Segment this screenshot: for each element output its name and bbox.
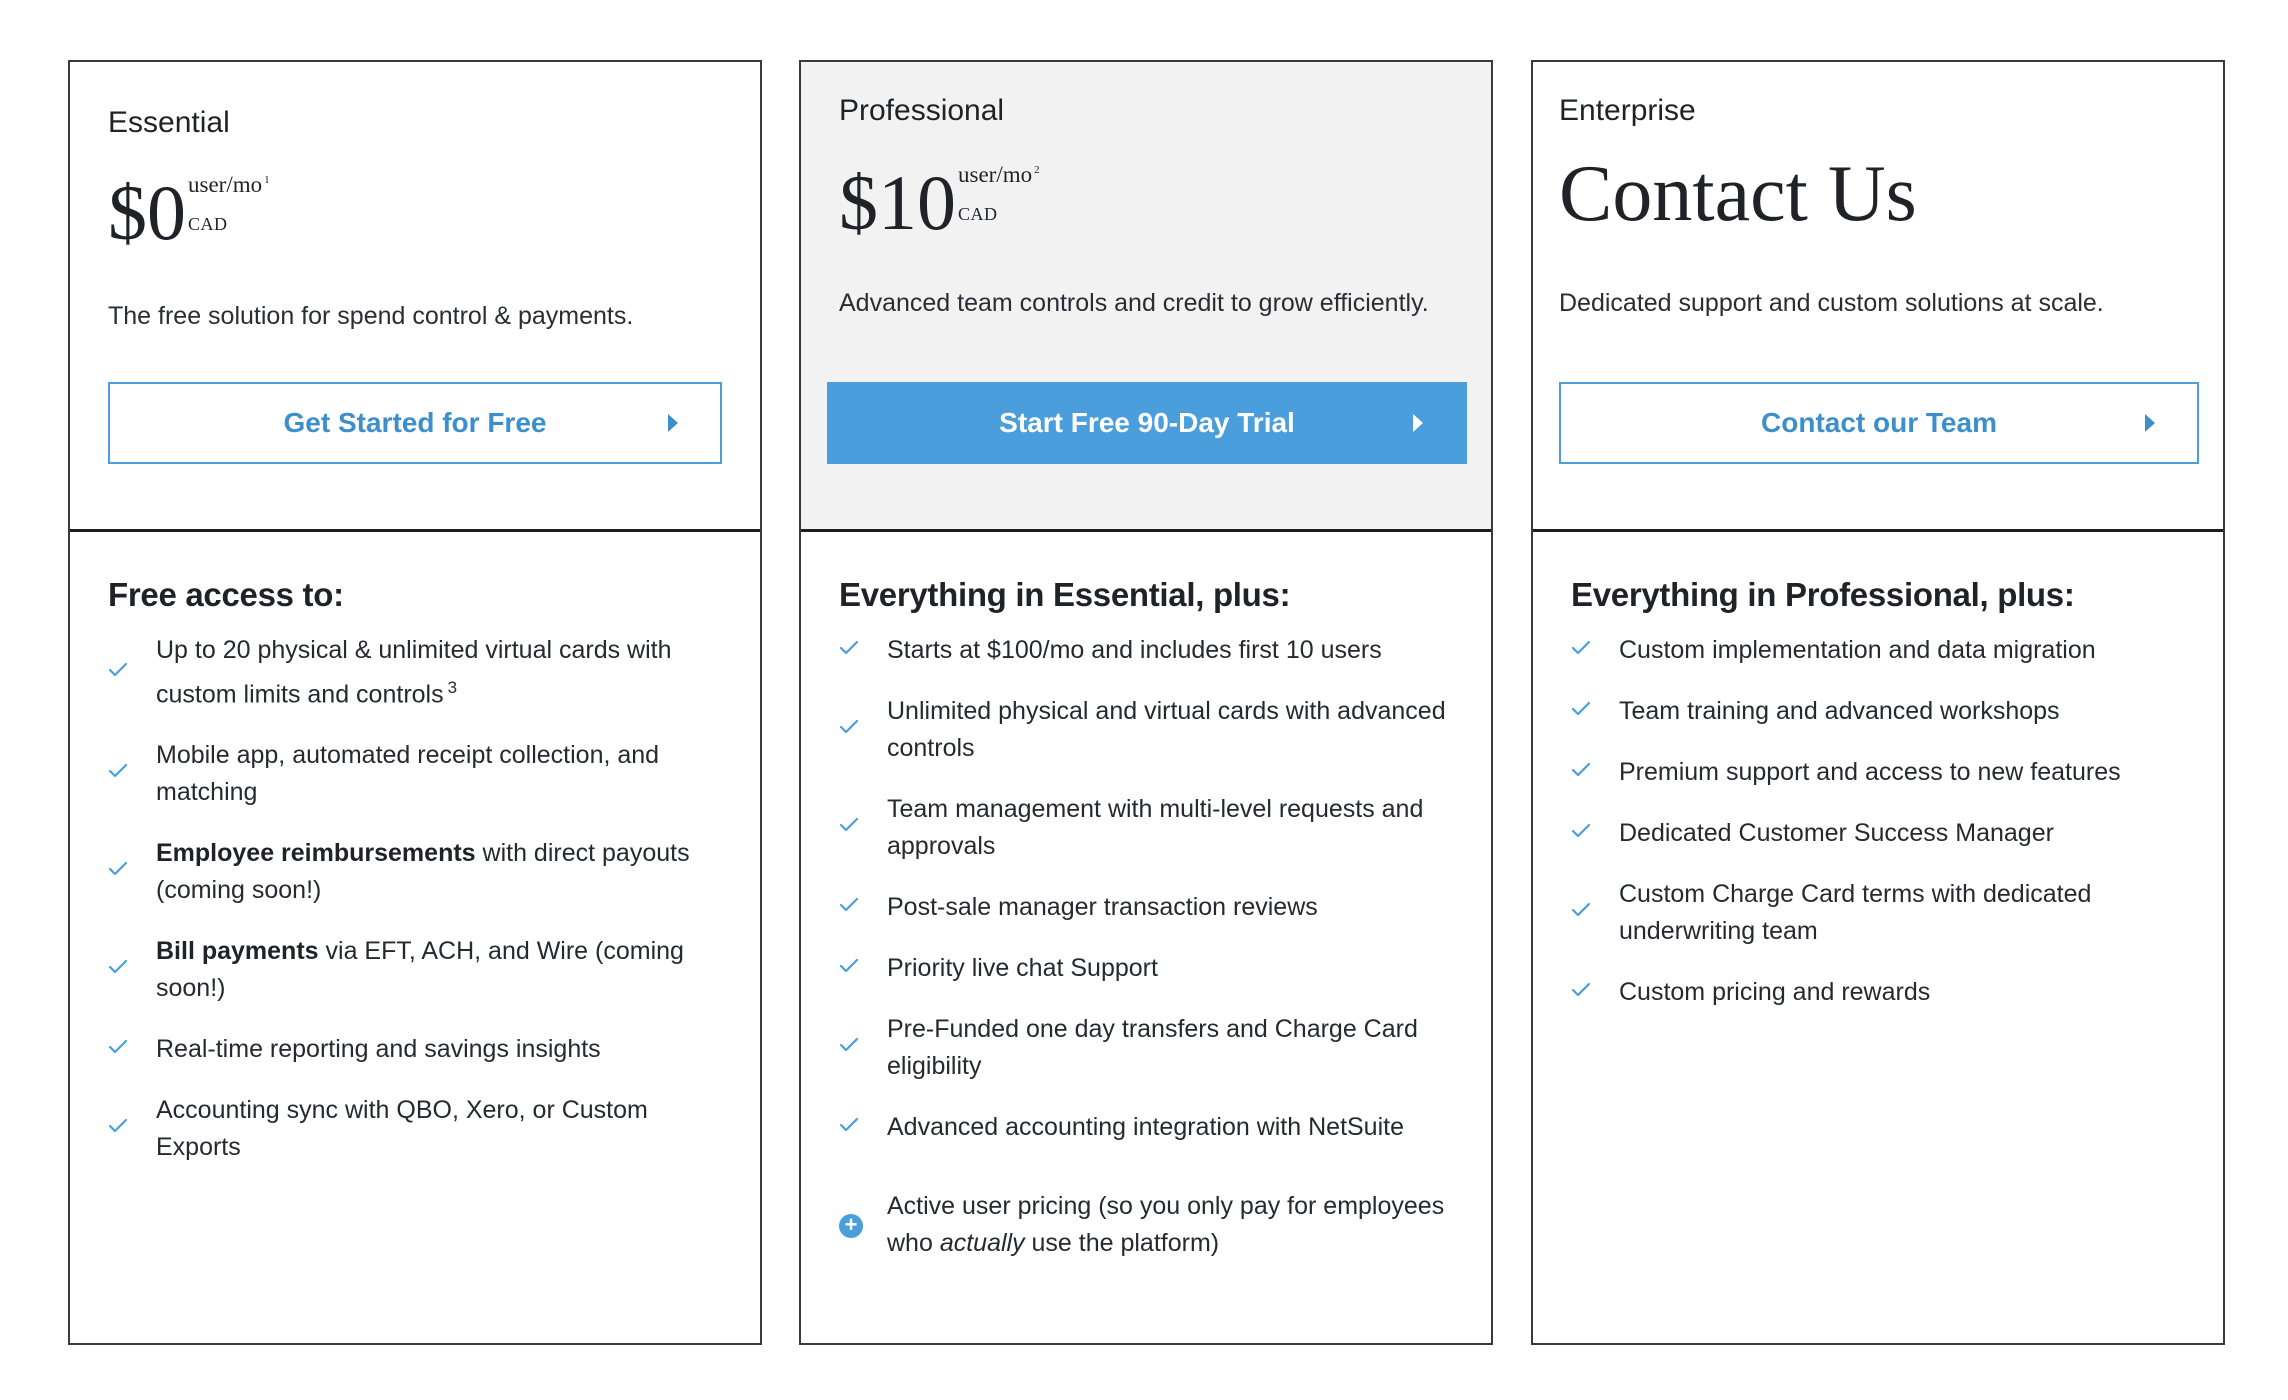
feature-text: Team management with multi-level requests and approvals (887, 795, 1424, 860)
feature-item (839, 791, 1453, 865)
feature-item (108, 1092, 722, 1166)
check-icon (839, 1113, 887, 1143)
feature-item (1571, 754, 2185, 791)
check-icon (1571, 697, 1619, 727)
price-unit: user/mo $^1$ (188, 172, 270, 197)
price-amount: $0 (108, 169, 186, 256)
plus-circle-icon: + (839, 1210, 887, 1240)
check-icon (1571, 978, 1619, 1008)
plan-features-essential (70, 532, 760, 1166)
check-icon (108, 759, 156, 789)
plan-header-enterprise (1533, 62, 2223, 532)
feature-text: Bill payments via EFT, ACH, and Wire (coming soon!) (156, 937, 684, 1003)
check-icon (108, 658, 156, 688)
feature-text: Custom implementation and data migration (1619, 636, 2096, 664)
check-icon (1571, 636, 1619, 666)
feature-item (1571, 815, 2185, 852)
plan-price (839, 150, 1040, 246)
cta-label: Start Free 90-Day Trial (999, 407, 1295, 438)
feature-item (839, 632, 1453, 669)
feature-item (839, 1109, 1453, 1146)
feature-item (1571, 693, 2185, 730)
feature-item (108, 632, 722, 713)
price-footnote: 2 (1034, 164, 1040, 177)
plan-name: Essential (108, 106, 230, 139)
feature-text: Accounting sync with QBO, Xero, or Custom Exports (156, 1096, 648, 1162)
feature-list (108, 632, 722, 1166)
check-icon (108, 955, 156, 985)
feature-item (839, 1011, 1453, 1085)
caret-right-icon (2145, 414, 2155, 432)
feature-text: Mobile app, automated receipt collection, and matching (156, 741, 660, 807)
check-icon (108, 1035, 156, 1065)
features-title: Free access to: (108, 576, 344, 613)
cta-label: Contact our Team (1761, 407, 1997, 438)
feature-text: Priority live chat Support (887, 954, 1158, 982)
price-amount: $10 (839, 159, 956, 246)
check-icon (839, 893, 887, 923)
feature-text: Team training and advanced workshops (1619, 697, 2060, 725)
price-units (188, 160, 270, 235)
price-currency: CAD (188, 214, 228, 234)
plan-card-professional (799, 60, 1493, 1345)
price-footnote: 1 (264, 174, 270, 187)
feature-text: Real-time reporting and savings insights (156, 1035, 601, 1064)
check-icon (839, 813, 887, 843)
feature-footnote: 3 (447, 678, 458, 697)
price-currency: CAD (958, 204, 998, 224)
get-started-free-button[interactable] (108, 382, 722, 464)
plan-price: Contact Us (1559, 150, 1917, 238)
plus-feature-item (839, 1188, 1453, 1262)
feature-item (839, 889, 1453, 926)
check-icon (839, 715, 887, 745)
plan-tagline: The free solution for spend control & payments. (108, 302, 634, 330)
feature-item (1571, 876, 2185, 950)
plan-header-essential (70, 62, 760, 532)
contact-team-button[interactable] (1559, 382, 2199, 464)
feature-item (108, 1031, 722, 1068)
check-icon (839, 1033, 887, 1063)
feature-item (839, 693, 1453, 767)
feature-text: Post-sale manager transaction reviews (887, 893, 1318, 921)
feature-text: Up to 20 physical & unlimited virtual cards with custom limits and controls $^3$ (156, 636, 672, 709)
plan-name: Professional (839, 94, 1005, 127)
features-title: Everything in Essential, plus: (839, 576, 1291, 613)
feature-text: Unlimited physical and virtual cards with advanced controls (887, 697, 1446, 762)
check-icon (108, 857, 156, 887)
check-icon (839, 954, 887, 984)
feature-text: Custom pricing and rewards (1619, 978, 1931, 1006)
feature-item (108, 933, 722, 1007)
check-icon (1571, 758, 1619, 788)
feature-item (839, 950, 1453, 987)
feature-text: Starts at $100/mo and includes first 10 users (887, 636, 1382, 664)
feature-text: Premium support and access to new features (1619, 758, 2121, 786)
feature-text: Pre-Funded one day transfers and Charge Card eligibility (887, 1015, 1418, 1080)
check-icon (1571, 898, 1619, 928)
price-units (958, 150, 1040, 225)
feature-text: Dedicated Customer Success Manager (1619, 819, 2054, 847)
plan-price (108, 160, 270, 256)
plan-features-professional (801, 532, 1491, 1262)
plan-tagline: Dedicated support and custom solutions at scale. (1559, 289, 2104, 317)
check-icon (1571, 819, 1619, 849)
caret-right-icon (668, 414, 678, 432)
feature-item (108, 835, 722, 909)
plan-header-professional (801, 62, 1491, 532)
feature-item (108, 737, 722, 811)
check-icon (839, 636, 887, 666)
plan-card-enterprise (1531, 60, 2225, 1345)
cta-label: Get Started for Free (283, 407, 547, 438)
feature-list (839, 632, 1453, 1146)
plan-name: Enterprise (1559, 94, 1696, 127)
plus-feature-text: Active user pricing (so you only pay for employees who actually use the platform) (887, 1192, 1445, 1257)
caret-right-icon (1413, 414, 1423, 432)
feature-item (1571, 974, 2185, 1011)
plan-features-enterprise (1533, 532, 2223, 1011)
feature-text: Custom Charge Card terms with dedicated underwriting team (1619, 880, 2092, 945)
start-free-trial-button[interactable] (827, 382, 1467, 464)
price-unit: user/mo $^2$ (958, 162, 1040, 187)
feature-text: Employee reimbursements with direct payouts (coming soon!) (156, 839, 690, 905)
plan-card-essential (68, 60, 762, 1345)
feature-item (1571, 632, 2185, 669)
plan-tagline: Advanced team controls and credit to grow efficiently. (839, 289, 1429, 317)
feature-list (1571, 632, 2185, 1011)
features-title: Everything in Professional, plus: (1571, 576, 2075, 613)
feature-text: Advanced accounting integration with NetSuite (887, 1113, 1404, 1141)
check-icon (108, 1114, 156, 1144)
